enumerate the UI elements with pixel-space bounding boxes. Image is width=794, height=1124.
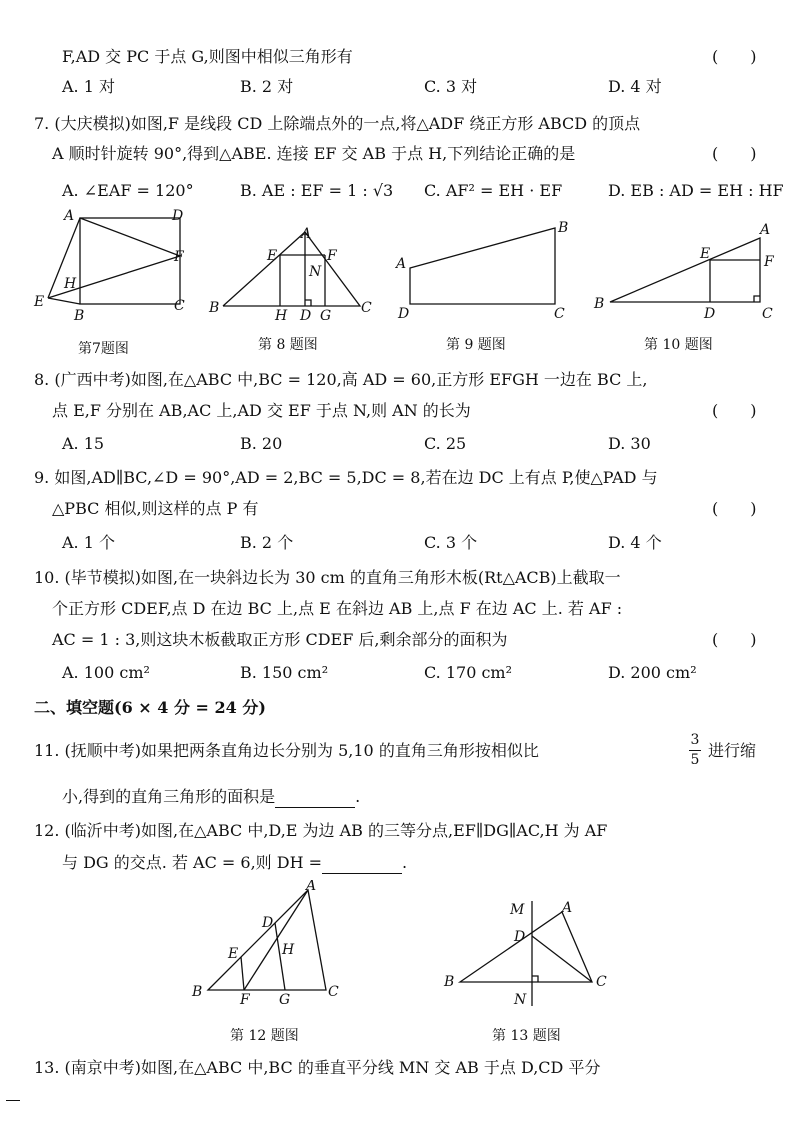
q9-answer-paren: ( ) <box>712 499 757 518</box>
q7-stem-line1: 7. (大庆模拟)如图,F 是线段 CD 上除端点外的一点,将△ADF 绕正方形 ABCD 的顶点 <box>34 114 641 133</box>
section-fill-in-heading: 二、填空题(6 × 4 分 = 24 分) <box>34 698 266 717</box>
fig9-label-c: C <box>554 306 565 322</box>
q10-stem-line2: 个正方形 CDEF,点 D 在边 BC 上,点 E 在斜边 AB 上,点 F 在边 AC 上. 若 AF : <box>52 599 623 618</box>
q9-option-d: D. 4 个 <box>608 533 662 552</box>
fig13-label-n: N <box>514 992 527 1008</box>
fig7-label-b: B <box>74 308 85 324</box>
q11-fraction-bar <box>689 750 701 751</box>
fig13-label-c: C <box>596 974 607 990</box>
q12-stem-line2-text: 与 DG 的交点. 若 AC = 6,则 DH = <box>62 853 323 872</box>
fig13-caption: 第 13 题图 <box>492 1028 561 1044</box>
figure-10 <box>590 216 785 326</box>
q11-stem-line2-period: . <box>355 787 361 806</box>
fig13-label-b: B <box>444 974 455 990</box>
q12-stem-line2 <box>62 852 407 874</box>
fig9-caption: 第 9 题图 <box>446 337 506 353</box>
fig7-label-h: H <box>64 276 77 292</box>
figure-7 <box>28 206 198 336</box>
q7-option-b: B. AE : EF = 1 : √3 <box>240 181 394 200</box>
footer-rule <box>6 1100 20 1101</box>
q10-option-c: C. 170 cm² <box>424 663 513 682</box>
q8-option-c: C. 25 <box>424 434 467 453</box>
fig8-label-h: H <box>275 308 288 324</box>
figure-13 <box>440 896 625 1011</box>
fig12-label-a: A <box>306 880 317 894</box>
q8-answer-paren: ( ) <box>712 401 757 420</box>
fig8-label-b: B <box>209 300 220 316</box>
fig13-label-d: D <box>514 929 526 945</box>
fig7-label-a: A <box>64 208 75 224</box>
q8-stem-line2: 点 E,F 分别在 AB,AC 上,AD 交 EF 于点 N,则 AN 的长为 <box>52 401 471 420</box>
q8-option-a: A. 15 <box>62 434 105 453</box>
fig8-label-c: C <box>361 300 372 316</box>
fig7-caption: 第7题图 <box>78 341 129 357</box>
fig12-label-d: D <box>262 915 274 931</box>
fig9-label-b: B <box>558 220 569 236</box>
fig10-label-d: D <box>704 306 716 322</box>
fig12-label-f: F <box>240 992 250 1005</box>
q10-option-a: A. 100 cm² <box>62 663 150 682</box>
q11-fraction-numerator: 3 <box>690 732 700 748</box>
q10-option-d: D. 200 cm² <box>608 663 697 682</box>
q7-option-d: D. EB : AD = EH : HF <box>608 181 784 200</box>
q11-fraction-denominator: 5 <box>690 752 700 768</box>
q8-option-b: B. 20 <box>240 434 283 453</box>
fig9-label-a: A <box>396 256 407 272</box>
fig7-label-d: D <box>172 208 184 224</box>
fig12-caption: 第 12 题图 <box>230 1028 299 1044</box>
figure-8 <box>205 220 380 330</box>
fig7-label-f: F <box>174 249 184 265</box>
q11-stem-line2 <box>62 786 360 808</box>
fig10-caption: 第 10 题图 <box>644 337 713 353</box>
q9-option-a: A. 1 个 <box>62 533 115 552</box>
q8-option-d: D. 30 <box>608 434 651 453</box>
q12-stem-line2-period: . <box>402 853 408 872</box>
fig8-label-f: F <box>327 248 337 264</box>
fig13-label-a: A <box>562 900 573 916</box>
fig8-label-d: D <box>300 308 312 324</box>
fig9-label-d: D <box>398 306 410 322</box>
q11-stem-line1: 11. (抚顺中考)如果把两条直角边长分别为 5,10 的直角三角形按相似比 <box>34 741 539 760</box>
figure-12 <box>188 880 358 1005</box>
fig12-label-c: C <box>328 984 339 1000</box>
fig12-label-e: E <box>228 946 239 962</box>
q7-answer-paren: ( ) <box>712 144 757 163</box>
fig10-label-a: A <box>760 222 771 238</box>
q6-stem: F,AD 交 PC 于点 G,则图中相似三角形有 <box>62 47 353 66</box>
fig10-label-e: E <box>700 246 711 262</box>
q9-option-b: B. 2 个 <box>240 533 294 552</box>
q11-answer-blank[interactable] <box>275 791 355 808</box>
fig8-label-e: E <box>267 248 278 264</box>
q12-stem-line1: 12. (临沂中考)如图,在△ABC 中,D,E 为边 AB 的三等分点,EF∥DG∥AC,H 为 AF <box>34 821 608 840</box>
fig13-label-m: M <box>510 902 525 918</box>
fig12-label-h: H <box>282 942 295 958</box>
q8-stem-line1: 8. (广西中考)如图,在△ABC 中,BC = 120,高 AD = 60,正方形 EFGH 一边在 BC 上, <box>34 370 648 389</box>
q6-option-b: B. 2 对 <box>240 77 294 96</box>
fig7-label-c: C <box>174 298 185 314</box>
q9-stem-line1: 9. 如图,AD∥BC,∠D = 90°,AD = 2,BC = 5,DC = 8,若在边 DC 上有点 P,使△PAD 与 <box>34 468 658 487</box>
figure-9 <box>390 216 580 326</box>
fig8-caption: 第 8 题图 <box>258 337 318 353</box>
q9-option-c: C. 3 个 <box>424 533 478 552</box>
q11-stem-line2-text: 小,得到的直角三角形的面积是 <box>62 787 276 806</box>
q7-option-c: C. AF² = EH · EF <box>424 181 563 200</box>
fig8-label-a: A <box>301 226 312 242</box>
fig10-label-b: B <box>594 296 605 312</box>
q7-option-a: A. ∠EAF = 120° <box>62 181 194 200</box>
fig10-label-c: C <box>762 306 773 322</box>
fig8-label-n: N <box>309 264 322 280</box>
q12-answer-blank[interactable] <box>322 857 402 874</box>
q9-stem-line2: △PBC 相似,则这样的点 P 有 <box>52 499 259 518</box>
q10-stem-line1: 10. (毕节模拟)如图,在一块斜边长为 30 cm 的直角三角形木板(Rt△ACB)上截取一 <box>34 568 621 587</box>
q10-stem-line3: AC = 1 : 3,则这块木板截取正方形 CDEF 后,剩余部分的面积为 <box>52 630 508 649</box>
fig10-label-f: F <box>764 254 774 270</box>
q10-option-b: B. 150 cm² <box>240 663 329 682</box>
fig12-label-b: B <box>192 984 203 1000</box>
fig8-label-g: G <box>320 308 332 324</box>
q10-answer-paren: ( ) <box>712 630 757 649</box>
fig7-label-e: E <box>34 294 45 310</box>
q7-stem-line2: A 顺时针旋转 90°,得到△ABE. 连接 EF 交 AB 于点 H,下列结论正确的是 <box>52 144 576 163</box>
q6-option-c: C. 3 对 <box>424 77 478 96</box>
q6-option-a: A. 1 对 <box>62 77 115 96</box>
q13-stem-line1: 13. (南京中考)如图,在△ABC 中,BC 的垂直平分线 MN 交 AB 于点 D,CD 平分 <box>34 1058 601 1077</box>
fig12-label-g: G <box>279 992 291 1005</box>
q11-stem-line1-end: 进行缩 <box>708 741 757 760</box>
q6-answer-paren: ( ) <box>712 47 757 66</box>
q6-option-d: D. 4 对 <box>608 77 662 96</box>
